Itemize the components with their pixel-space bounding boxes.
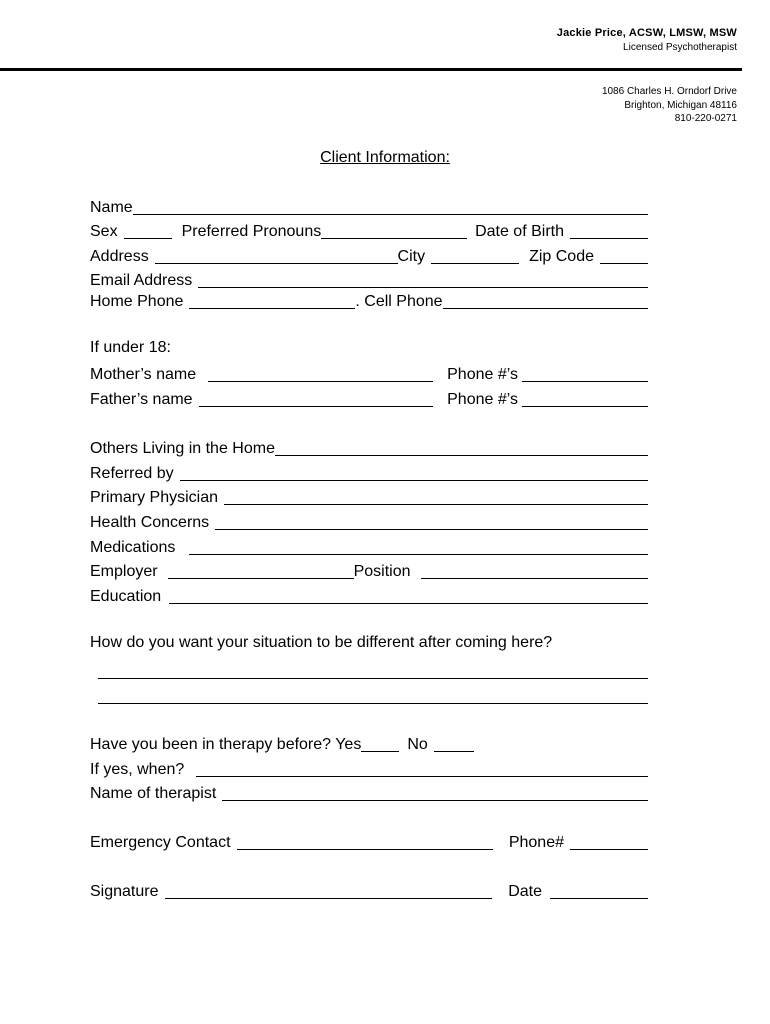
date-label: Date xyxy=(508,883,542,900)
father-phone-label: Phone #’s xyxy=(447,391,518,408)
zip-field[interactable] xyxy=(600,263,648,264)
referred-label: Referred by xyxy=(90,465,174,482)
physician-row xyxy=(90,485,648,507)
if-yes-row xyxy=(90,757,648,779)
email-label: Email Address xyxy=(90,272,193,289)
dob-label: Date of Birth xyxy=(475,223,564,240)
pronouns-field[interactable] xyxy=(321,238,467,239)
city-field[interactable] xyxy=(431,263,519,264)
therapy-before-label: Have you been in therapy before? Yes xyxy=(90,736,362,753)
zip-label: Zip Code xyxy=(529,248,594,265)
mother-phone-field[interactable] xyxy=(522,381,648,382)
cell-phone-field[interactable] xyxy=(443,308,648,309)
practitioner-name: Jackie Price, ACSW, LMSW, MSW xyxy=(556,27,737,39)
signature-field[interactable] xyxy=(165,898,493,899)
situation-line-1-row xyxy=(98,659,648,681)
employer-row xyxy=(90,559,648,581)
emergency-phone-field[interactable] xyxy=(570,849,648,850)
position-field[interactable] xyxy=(421,578,649,579)
education-field[interactable] xyxy=(169,603,648,604)
situation-line-1[interactable] xyxy=(98,678,648,679)
address-line-1: 1086 Charles H. Orndorf Drive xyxy=(601,86,737,97)
others-field[interactable] xyxy=(275,455,648,456)
phone-row xyxy=(90,289,648,311)
others-row xyxy=(90,436,648,458)
address-row xyxy=(90,244,648,266)
medications-label: Medications xyxy=(90,539,176,556)
if-yes-label: If yes, when? xyxy=(90,761,185,778)
mother-label: Mother’s name xyxy=(90,366,197,383)
therapy-row xyxy=(90,732,510,754)
sex-field[interactable] xyxy=(124,238,172,239)
therapy-yes-field[interactable] xyxy=(361,751,399,752)
form-title: Client Information: xyxy=(320,149,450,166)
mother-phone-label: Phone #’s xyxy=(447,366,518,383)
sex-label: Sex xyxy=(90,223,118,240)
education-row xyxy=(90,584,648,606)
situation-question: How do you want your situation to be different after coming here? xyxy=(90,634,553,651)
education-label: Education xyxy=(90,588,162,605)
physician-field[interactable] xyxy=(224,504,648,505)
name-label: Name xyxy=(90,199,133,216)
practitioner-title: Licensed Psychotherapist xyxy=(623,42,737,53)
under-18-heading: If under 18: xyxy=(90,339,171,356)
father-phone-field[interactable] xyxy=(522,406,648,407)
address-line-2: Brighton, Michigan 48116 xyxy=(624,100,737,111)
sex-row xyxy=(90,219,648,241)
address-field[interactable] xyxy=(155,263,398,264)
father-label: Father’s name xyxy=(90,391,193,408)
email-row xyxy=(90,268,648,290)
city-label: City xyxy=(397,248,426,265)
situation-line-2[interactable] xyxy=(98,703,648,704)
father-field[interactable] xyxy=(199,406,434,407)
date-field[interactable] xyxy=(550,898,648,899)
header-rule xyxy=(0,68,742,71)
therapy-no-label: No xyxy=(407,736,428,753)
office-phone: 810-220-0271 xyxy=(674,113,737,124)
home-phone-field[interactable] xyxy=(189,308,355,309)
therapist-field[interactable] xyxy=(222,800,648,801)
address-label: Address xyxy=(90,248,149,265)
emergency-field[interactable] xyxy=(237,849,493,850)
name-row xyxy=(90,195,648,217)
employer-field[interactable] xyxy=(168,578,354,579)
therapist-label: Name of therapist xyxy=(90,785,217,802)
referred-row xyxy=(90,461,648,483)
employer-label: Employer xyxy=(90,563,158,580)
situation-line-2-row xyxy=(98,684,648,706)
father-row xyxy=(90,387,648,409)
email-field[interactable] xyxy=(198,287,648,288)
medications-row xyxy=(90,535,648,557)
emergency-phone-label: Phone# xyxy=(508,834,564,851)
health-field[interactable] xyxy=(215,529,648,530)
therapy-no-field[interactable] xyxy=(434,751,474,752)
home-phone-label: Home Phone xyxy=(90,293,184,310)
name-field[interactable] xyxy=(133,214,648,215)
position-label: Position xyxy=(353,563,411,580)
signature-label: Signature xyxy=(90,883,159,900)
medications-field[interactable] xyxy=(189,554,648,555)
if-yes-field[interactable] xyxy=(196,776,648,777)
pronouns-label: Preferred Pronouns xyxy=(181,223,322,240)
cell-phone-label: . Cell Phone xyxy=(355,293,443,310)
emergency-row xyxy=(90,830,648,852)
emergency-label: Emergency Contact xyxy=(90,834,231,851)
physician-label: Primary Physician xyxy=(90,489,219,506)
health-row xyxy=(90,510,648,532)
health-label: Health Concerns xyxy=(90,514,210,531)
mother-row xyxy=(90,362,648,384)
mother-field[interactable] xyxy=(208,381,433,382)
referred-field[interactable] xyxy=(180,480,648,481)
dob-field[interactable] xyxy=(570,238,648,239)
therapist-row xyxy=(90,781,648,803)
others-label: Others Living in the Home xyxy=(90,440,275,457)
signature-row xyxy=(90,879,648,901)
